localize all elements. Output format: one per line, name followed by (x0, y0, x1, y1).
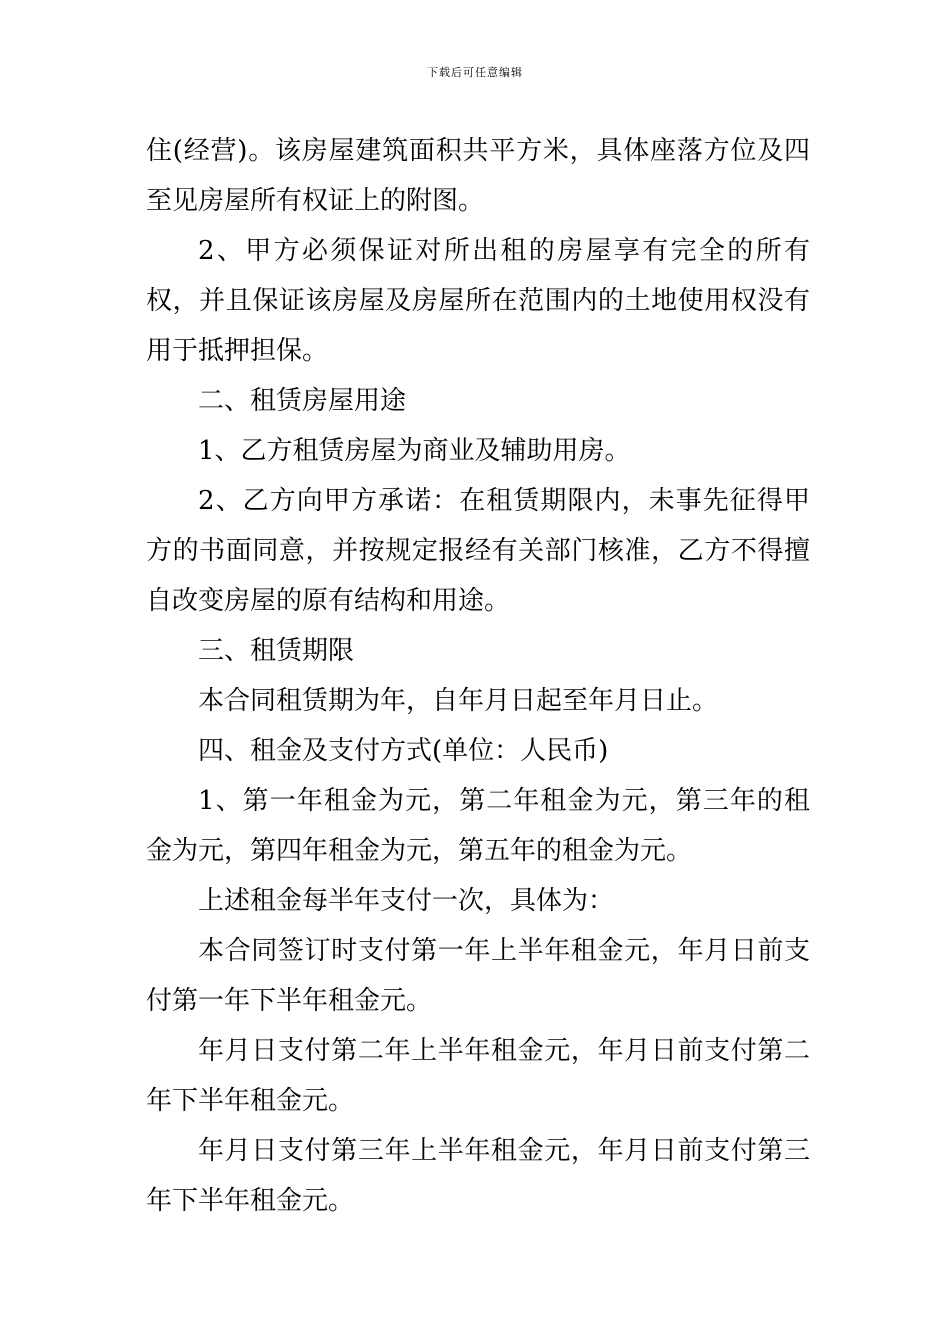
paragraph: 本合同签订时支付第一年上半年租金元，年月日前支付第一年下半年租金元。 (146, 936, 810, 1016)
page-header: 下载后可任意编辑 (427, 66, 523, 79)
paragraph: 本合同租赁期为年，自年月日起至年月日止。 (198, 686, 719, 716)
document-body (146, 126, 810, 1226)
section-heading: 四、租金及支付方式(单位：人民币) (198, 736, 609, 766)
paragraph: 2、甲方必须保证对所出租的房屋享有完全的所有权，并且保证该房屋及房屋所在范围内的土地使用权没有用于抵押担保。 (146, 236, 810, 366)
paragraph: 年月日支付第二年上半年租金元，年月日前支付第二年下半年租金元。 (146, 1036, 810, 1116)
paragraph: 年月日支付第三年上半年租金元，年月日前支付第三年下半年租金元。 (146, 1136, 810, 1216)
section-heading: 二、租赁房屋用途 (198, 386, 407, 416)
paragraph: 住(经营)。该房屋建筑面积共平方米，具体座落方位及四至见房屋所有权证上的附图。 (146, 136, 810, 216)
paragraph: 1、第一年租金为元，第二年租金为元，第三年的租金为元，第四年租金为元，第五年的租金为元。 (146, 786, 810, 866)
paragraph: 2、乙方向甲方承诺：在租赁期限内，未事先征得甲方的书面同意，并按规定报经有关部门核准，乙方不得擅自改变房屋的原有结构和用途。 (146, 486, 810, 616)
paragraph: 1、乙方租赁房屋为商业及辅助用房。 (198, 436, 631, 466)
section-heading: 三、租赁期限 (198, 636, 355, 666)
paragraph: 上述租金每半年支付一次，具体为： (198, 886, 615, 916)
